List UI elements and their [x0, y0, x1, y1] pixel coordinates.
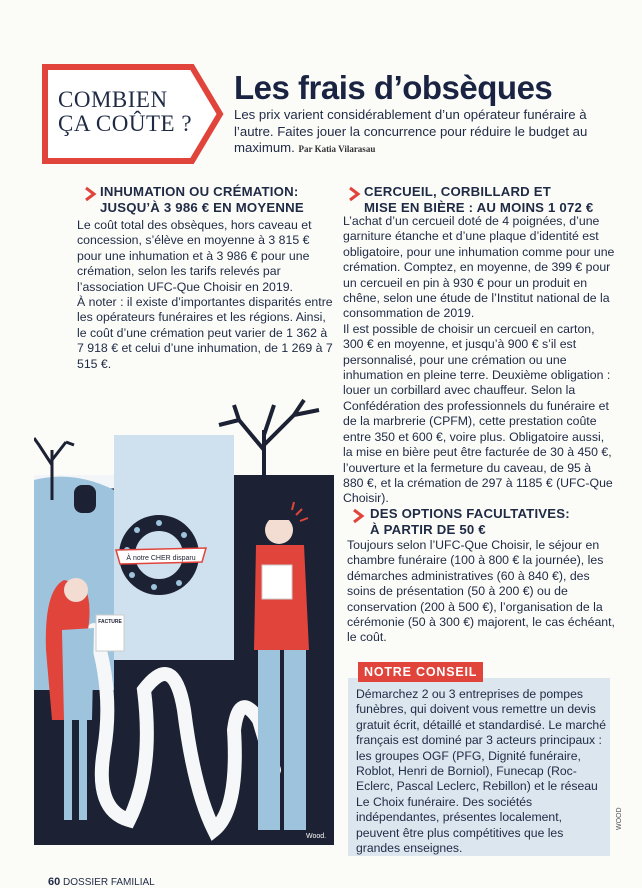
badge-line-1: COMBIEN	[58, 87, 168, 112]
section-body-cercueil	[343, 214, 615, 507]
heading-line: JUSQU’À 3 986 € EN MOYENNE	[100, 199, 304, 215]
section-heading-cercueil	[364, 184, 614, 215]
paragraph: Le coût total des obsèques, hors caveau et concession, s’élève en moyenne à 3 815 € pour une inhumation et à 3 986 € pour une crémation, selon les tarifs relevés par l’association UFC-Que Choisir en 2019.	[77, 218, 312, 294]
page-number: 60	[48, 876, 61, 888]
heading-line: À PARTIR DE 50 €	[370, 521, 486, 537]
funeral-illustration	[34, 390, 334, 845]
paragraph: Il est possible de choisir un cercueil en carton, 300 € en moyenne, et jusqu’à 900 € s’il est personnalisé, pour une crémation ou une inhumation en pleine terre. Deuxième obligation : louer un corbillard avec chauffeur. Selon la Confédération des professionnels du funéraire et de la marbrerie (CPFM), cette prestation coûte entre 350 et 600 €, voire plus. Obligatoire aussi, la mise en bière peut être facturée de 30 à 450 €, l’ouverture et la fermeture du caveau, de 95 à 880 €, et la crémation de 297 à 1185 € (UFC-Que Choisir).	[343, 321, 613, 506]
conseil-text: Démarchez 2 ou 3 entreprises de pompes funèbres, qui doivent vous remettre un devis gratuit écrit, détaillé et standardisé. Le marché français est dominé par 3 acteurs principaux : les groupes OGF (PFG, Dignité funéraire, Roblot, Henri de Borniol), Funecap (Roc-Eclerc, Pascal Leclerc, Rebillon) et le réseau Le Choix funéraire. Des sociétés indépendantes, présentes localement, peuvent être plus compétitives que les grandes enseignes.	[356, 687, 606, 856]
man-leg	[258, 650, 280, 830]
combien-badge-label	[58, 88, 203, 136]
heading-line: INHUMATION OU CRÉMATION:	[100, 184, 299, 199]
intro-paragraph	[234, 107, 614, 158]
illustration-signature: Wood.	[306, 833, 327, 840]
byline: Par Katia Vilarasau	[298, 144, 376, 154]
cross	[234, 485, 238, 509]
conseil-tag: NOTRE CONSEIL	[358, 662, 483, 682]
section-body-options	[347, 538, 617, 646]
chevron-right-icon	[352, 508, 366, 524]
magazine-name: DOSSIER FAMILIAL	[63, 877, 155, 888]
intro-text: Les prix varient considérablement d’un opérateur funéraire à l’autre. Faites jouer la concurrence pour réduire le budget au maximum.	[234, 107, 588, 155]
heading-line: MISE EN BIÈRE : AU MOINS 1 072 €	[364, 199, 594, 215]
section-body-inhumation	[77, 218, 335, 372]
paragraph: À noter : il existe d’importantes disparités entre les opérateurs funéraires et les régions. Ainsi, le coût d’une crémation peut varier de 1 362 à 7 918 € et celui d’une inhumation, de 1 269 à 7 515 €.	[77, 295, 333, 371]
tombstone	[74, 485, 96, 513]
page-footer	[48, 876, 155, 888]
chevron-right-icon	[84, 186, 98, 202]
side-credit: WOOD	[616, 807, 623, 830]
invoice-label: FACTURE	[98, 619, 122, 625]
badge-line-2: ÇA COÛTE ?	[58, 111, 193, 136]
woman-dress	[62, 628, 94, 720]
man-paper	[262, 565, 292, 599]
section-heading-inhumation	[100, 184, 330, 215]
heading-line: CERCUEIL, CORBILLARD ET	[364, 184, 552, 199]
paragraph: L’achat d’un cercueil doté de 4 poignées, d’une garniture étanche et d’une plaque d’identité est obligatoire, pour une inhumation comme pour une crémation. Comptez, en moyenne, de 399 € pour un cercueil en pin à 930 € pour un produit en chêne, selon une étude de l’Institut national de la consommation de 2019.	[343, 214, 615, 321]
chevron-right-icon	[348, 186, 362, 202]
page-title: Les frais d’obsèques	[234, 69, 553, 106]
ribbon-text: À notre CHER disparu	[126, 555, 196, 562]
section-heading-options	[370, 506, 610, 537]
man-head	[265, 516, 293, 544]
heading-line: DES OPTIONS FACULTATIVES:	[370, 506, 570, 521]
paragraph: Toujours selon l’UFC-Que Choisir, le séjour en chambre funéraire (100 à 800 € la journée), les démarches administratives (60 à 840 €), des soins de présentation (50 à 200 €) ou de conservation (200 à 500 €), l’organisation de la cérémonie (50 à 300 €) majorent, le cas échéant, le coût.	[347, 538, 615, 645]
